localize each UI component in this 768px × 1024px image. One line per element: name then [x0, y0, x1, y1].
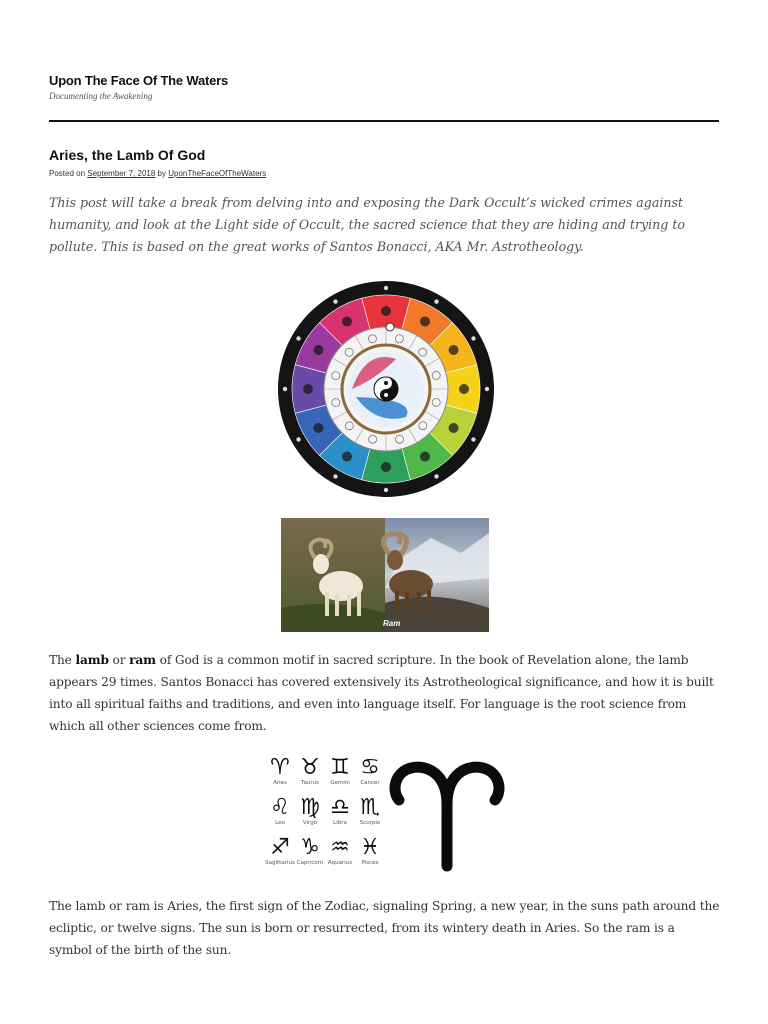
- wheel-sector-icon: [342, 452, 352, 462]
- wheel-glyph-dot: [485, 387, 489, 391]
- author-link[interactable]: UponTheFaceOfTheWaters: [168, 169, 267, 178]
- zodiac-glyph-icon: ♓: [360, 835, 380, 860]
- zodiac-sign-label: Leo: [275, 820, 285, 826]
- zodiac-sign-cancer: [355, 756, 385, 787]
- header-divider: [49, 120, 719, 122]
- wheel-glyph-dot: [384, 286, 388, 290]
- wheel-glyph-dot: [283, 387, 287, 391]
- zodiac-sign-label: Aries: [273, 780, 287, 786]
- zodiac-glyph-icon: ♍: [300, 795, 320, 820]
- wheel-sector-icon: [449, 345, 459, 355]
- p1-text-1: The: [49, 653, 76, 667]
- zodiac-symbols-image: [263, 754, 505, 872]
- zodiac-sign-aries: [265, 756, 295, 787]
- wheel-sector-icon: [420, 452, 430, 462]
- zodiac-glyph-icon: ♋: [360, 755, 380, 780]
- p1-text-3: of God is a common motif in sacred scripture. In the book of Revelation alone, the lamb appears 29 times. Santos Bonacci has covered extensively its Astrotheological significance, and how it is built into all spiritual faiths and traditions, and even into language itself. For language is the root science from which all other sciences come from.: [49, 653, 714, 733]
- zodiac-sign-label: Cancer: [360, 780, 380, 786]
- zodiac-wheel-image: [276, 276, 496, 502]
- post-title[interactable]: Aries, the Lamb Of God: [49, 147, 206, 163]
- zodiac-sign-pisces: [355, 836, 385, 867]
- zodiac-sign-aquarius: [325, 836, 355, 867]
- zodiac-sign-label: Virgo: [302, 820, 318, 826]
- p1-text-2: or: [108, 653, 130, 667]
- wheel-sector-icon: [342, 316, 352, 326]
- zodiac-sign-label: Scorpio: [359, 820, 381, 826]
- post-meta: [49, 169, 266, 178]
- zodiac-sign-leo: [265, 796, 295, 827]
- zodiac-sign-sagittarius: [265, 836, 295, 867]
- zodiac-glyph-icon: ♊: [330, 755, 350, 780]
- zodiac-glyph-icon: ♏: [360, 795, 380, 820]
- zodiac-glyph-icon: ♌: [270, 795, 290, 820]
- wheel-glyph-dot: [471, 437, 475, 441]
- site-description: Documenting the Awakening: [49, 91, 153, 101]
- wheel-sector-icon: [313, 423, 323, 433]
- wheel-glyph-dot: [296, 336, 300, 340]
- zodiac-sign-label: Aquarius: [327, 860, 353, 866]
- yin-yang-icon: [384, 381, 388, 385]
- rams-photo: [281, 518, 489, 632]
- paragraph-aries: The lamb or ram is Aries, the first sign of the Zodiac, signaling Spring, a new year, in the suns path around the ecliptic, or twelve signs. The sun is born or resurrected, from its wintery death in Aries. So the ram is a symbol of the birth of the sun.: [49, 899, 720, 957]
- zodiac-sign-label: Sagittarius: [265, 860, 295, 866]
- zodiac-glyph-icon: ♐: [270, 835, 290, 860]
- zodiac-sign-label: Capricorn: [296, 860, 324, 866]
- wheel-sector-icon: [381, 306, 391, 316]
- wheel-glyph-dot: [333, 299, 337, 303]
- p1-bold-ram: ram: [129, 653, 156, 667]
- zodiac-sign-gemini: [325, 756, 355, 787]
- site-title[interactable]: Upon The Face Of The Waters: [49, 73, 229, 88]
- post-date-link[interactable]: September 7, 2018: [87, 169, 156, 178]
- wheel-sector-icon: [313, 345, 323, 355]
- ram-caption: Ram: [383, 619, 401, 628]
- zodiac-sign-label: Libra: [333, 820, 347, 826]
- zodiac-sign-label: Taurus: [301, 780, 319, 786]
- wheel-glyph-dot: [296, 437, 300, 441]
- zodiac-wheel-svg: [276, 276, 496, 502]
- wheel-glyph-dot: [471, 336, 475, 340]
- p1-bold-lamb: lamb: [75, 653, 109, 667]
- zodiac-glyph-icon: ♒: [330, 835, 350, 860]
- post-intro: This post will take a break from delving into and exposing the Dark Occult’s wicked crimes against humanity, and look at the Light side of Occult, the sacred science that they are hiding and trying to pollute. This is based on the great works of Santos Bonacci, AKA Mr. Astrotheology.: [49, 195, 685, 254]
- wheel-glyph-dot: [434, 474, 438, 478]
- posted-on-label: Posted on: [49, 169, 86, 178]
- zodiac-glyph-icon: ♉: [300, 755, 320, 780]
- aries-large-icon: [387, 754, 507, 872]
- zodiac-sign-taurus: [295, 756, 325, 787]
- zodiac-sign-virgo: [295, 796, 325, 827]
- yin-yang-icon: [384, 393, 388, 397]
- paragraph-lamb: [49, 649, 721, 737]
- zodiac-sign-capricorn: [295, 836, 325, 867]
- wheel-sector-icon: [420, 316, 430, 326]
- zodiac-sign-libra: [325, 796, 355, 827]
- zodiac-glyph-icon: ♈: [270, 755, 290, 780]
- zodiac-sign-label: Pisces: [361, 860, 379, 866]
- wheel-glyph-dot: [434, 299, 438, 303]
- rams-photo-svg: [281, 518, 489, 632]
- by-label: by: [157, 169, 166, 178]
- wheel-sector-icon: [381, 462, 391, 472]
- wheel-glyph-dot: [333, 474, 337, 478]
- zodiac-sign-label: Gemini: [330, 780, 350, 786]
- zodiac-glyph-icon: ♑: [300, 835, 320, 860]
- wheel-sector-icon: [303, 384, 313, 394]
- wheel-glyph-dot: [384, 488, 388, 492]
- zodiac-sign-scorpio: [355, 796, 385, 827]
- wheel-marker: [386, 323, 394, 331]
- wheel-sector-icon: [449, 423, 459, 433]
- wheel-sector-icon: [459, 384, 469, 394]
- zodiac-glyph-icon: ♎: [330, 795, 350, 820]
